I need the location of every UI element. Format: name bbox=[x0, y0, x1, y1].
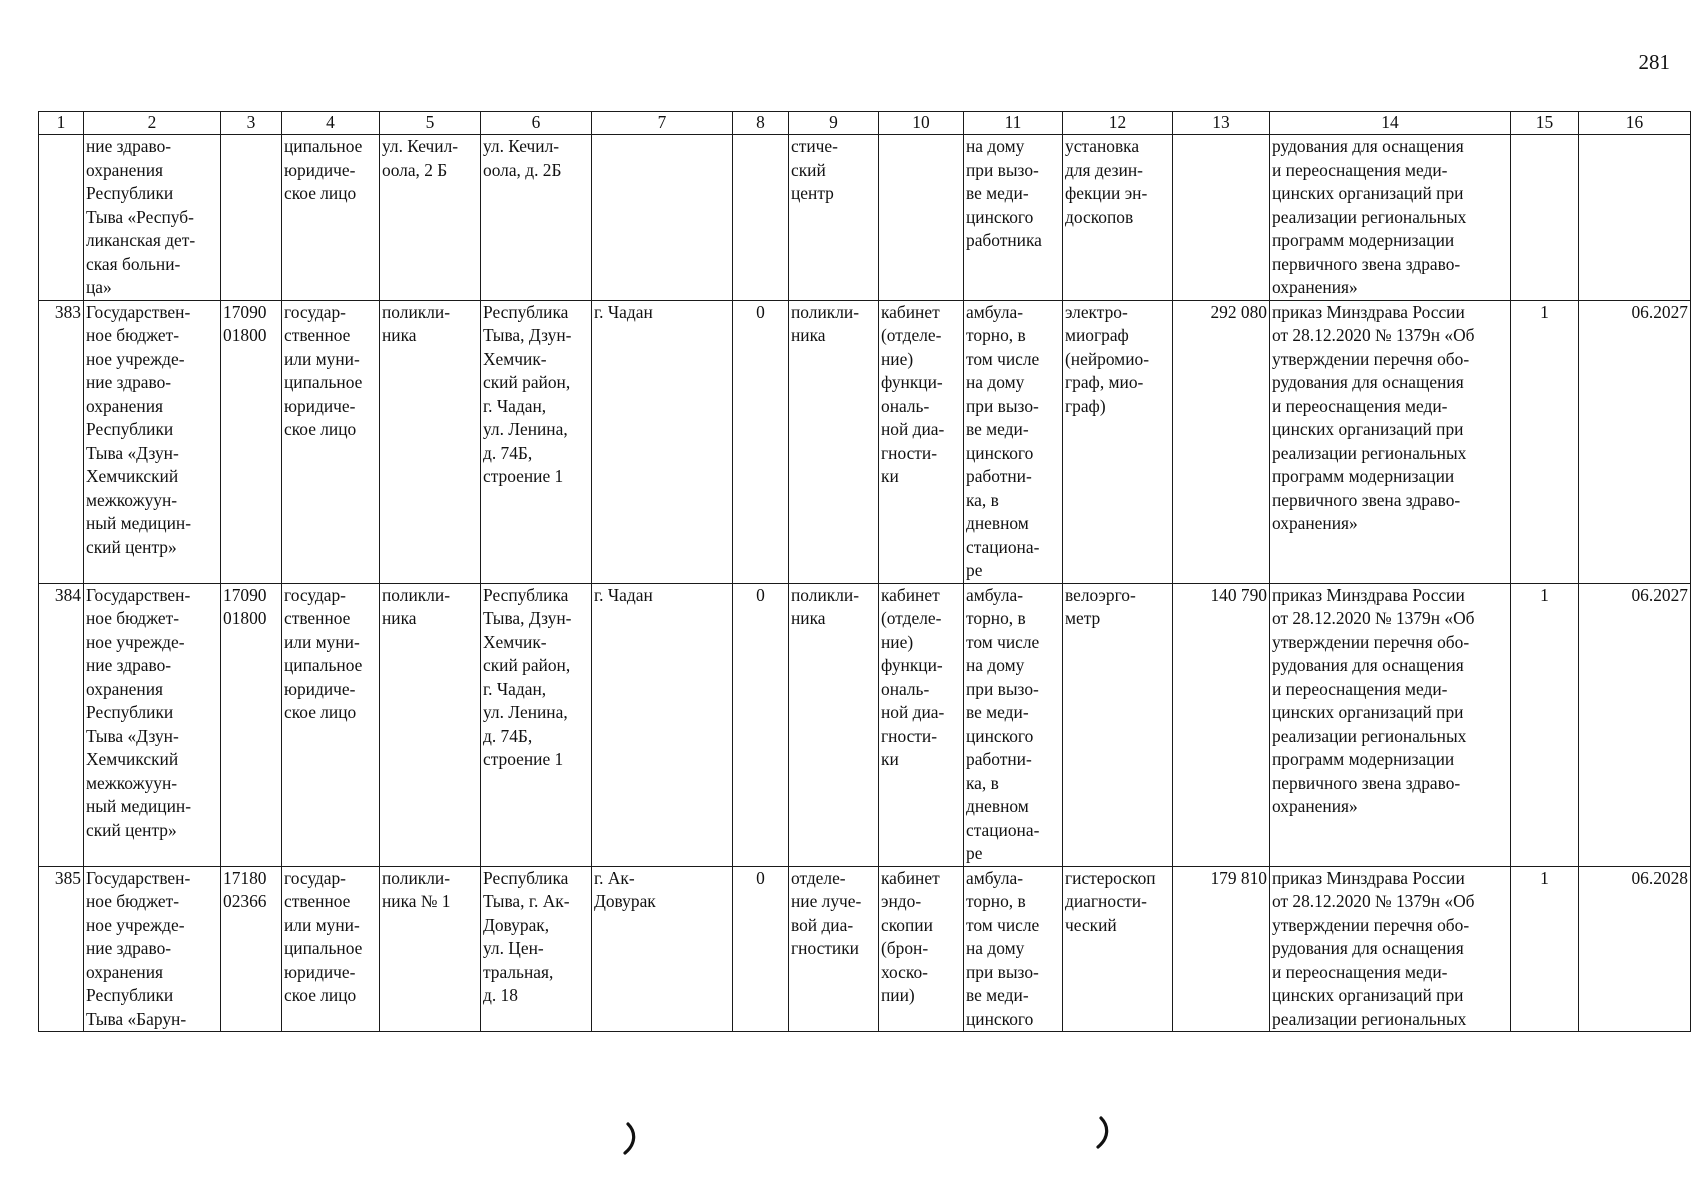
column-number: 4 bbox=[282, 112, 380, 135]
column-number: 6 bbox=[481, 112, 592, 135]
unit: поликли- ника bbox=[789, 583, 879, 866]
equipment-name: установка для дезин- фекции эн- доскопов bbox=[1063, 135, 1173, 301]
legal-basis: приказ Минздрава России от 28.12.2020 № 1379н «Об утверждении перечня обо- рудования для оснащения и переоснащения меди- цинских организаций при реализации региональных программ модернизации первичного звена здраво- охранения» bbox=[1270, 300, 1511, 583]
care-mode: на дому при вызо- ве меди- цинского работника bbox=[964, 135, 1063, 301]
equipment-name: электро- миограф (нейромио- граф, мио- граф) bbox=[1063, 300, 1173, 583]
flag-value bbox=[733, 135, 789, 301]
unit: поликли- ника bbox=[789, 300, 879, 583]
price: 140 790 bbox=[1173, 583, 1270, 866]
room bbox=[879, 135, 964, 301]
organization-name: Государствен- ное бюджет- ное учрежде- ние здраво- охранения Республики Тыва «Барун- bbox=[84, 866, 221, 1032]
price bbox=[1173, 135, 1270, 301]
column-number: 10 bbox=[879, 112, 964, 135]
legal-form: ципальное юридиче- ское лицо bbox=[282, 135, 380, 301]
column-number: 1 bbox=[39, 112, 84, 135]
locality bbox=[592, 135, 733, 301]
column-number: 5 bbox=[380, 112, 481, 135]
quantity: 1 bbox=[1511, 300, 1579, 583]
address: Республика Тыва, Дзун- Хемчик- ский район, г. Чадан, ул. Ленина, д. 74Б, строение 1 bbox=[481, 300, 592, 583]
equipment-name: велоэрго- метр bbox=[1063, 583, 1173, 866]
address: Республика Тыва, Дзун- Хемчик- ский район, г. Чадан, ул. Ленина, д. 74Б, строение 1 bbox=[481, 583, 592, 866]
due-date bbox=[1579, 135, 1691, 301]
legal-basis: рудования для оснащения и переоснащения меди- цинских организаций при реализации региональных программ модернизации первичного звена здраво- охранения» bbox=[1270, 135, 1511, 301]
column-number: 9 bbox=[789, 112, 879, 135]
care-mode: амбула- торно, в том числе на дому при вызо- ве меди- цинского bbox=[964, 866, 1063, 1032]
column-number: 7 bbox=[592, 112, 733, 135]
row-number: 383 bbox=[39, 300, 84, 583]
column-number: 3 bbox=[221, 112, 282, 135]
table-row bbox=[39, 583, 1691, 866]
column-number: 11 bbox=[964, 112, 1063, 135]
column-number: 15 bbox=[1511, 112, 1579, 135]
legal-form: государ- ственное или муни- ципальное юридиче- ское лицо bbox=[282, 866, 380, 1032]
equipment-register-table bbox=[38, 111, 1691, 1032]
flag-value: 0 bbox=[733, 583, 789, 866]
row-number bbox=[39, 135, 84, 301]
room: кабинет (отделе- ние) функци- ональ- ной диа- гности- ки bbox=[879, 300, 964, 583]
column-number: 2 bbox=[84, 112, 221, 135]
column-number: 16 bbox=[1579, 112, 1691, 135]
table-row bbox=[39, 135, 1691, 301]
address: Республика Тыва, г. Ак- Довурак, ул. Цен- тральная, д. 18 bbox=[481, 866, 592, 1032]
due-date: 06.2027 bbox=[1579, 583, 1691, 866]
table-row bbox=[39, 300, 1691, 583]
price: 179 810 bbox=[1173, 866, 1270, 1032]
locality: г. Ак- Довурак bbox=[592, 866, 733, 1032]
legal-basis: приказ Минздрава России от 28.12.2020 № 1379н «Об утверждении перечня обо- рудования для оснащения и переоснащения меди- цинских организаций при реализации региональных bbox=[1270, 866, 1511, 1032]
scan-mark-left bbox=[622, 1122, 640, 1156]
address: ул. Кечил- оола, д. 2Б bbox=[481, 135, 592, 301]
column-number: 12 bbox=[1063, 112, 1173, 135]
organization-name: ние здраво- охранения Республики Тыва «Респуб- ликанская дет- ская больни- ца» bbox=[84, 135, 221, 301]
organization-code: 17090 01800 bbox=[221, 583, 282, 866]
unit: стиче- ский центр bbox=[789, 135, 879, 301]
due-date: 06.2027 bbox=[1579, 300, 1691, 583]
legal-basis: приказ Минздрава России от 28.12.2020 № 1379н «Об утверждении перечня обо- рудования для оснащения и переоснащения меди- цинских организаций при реализации региональных программ модернизации первичного звена здраво- охранения» bbox=[1270, 583, 1511, 866]
column-number: 13 bbox=[1173, 112, 1270, 135]
quantity: 1 bbox=[1511, 866, 1579, 1032]
organization-code: 17180 02366 bbox=[221, 866, 282, 1032]
due-date: 06.2028 bbox=[1579, 866, 1691, 1032]
room: кабинет эндо- скопии (брон- хоско- пии) bbox=[879, 866, 964, 1032]
table-row bbox=[39, 866, 1691, 1032]
care-mode: амбула- торно, в том числе на дому при вызо- ве меди- цинского работни- ка, в дневном стациона- ре bbox=[964, 300, 1063, 583]
organization-name: Государствен- ное бюджет- ное учрежде- ние здраво- охранения Республики Тыва «Дзун- Хемчикский межкожуун- ный медицин- ский центр» bbox=[84, 300, 221, 583]
price: 292 080 bbox=[1173, 300, 1270, 583]
organization-code bbox=[221, 135, 282, 301]
legal-form: государ- ственное или муни- ципальное юридиче- ское лицо bbox=[282, 583, 380, 866]
flag-value: 0 bbox=[733, 300, 789, 583]
care-mode: амбула- торно, в том числе на дому при вызо- ве меди- цинского работни- ка, в дневном стациона- ре bbox=[964, 583, 1063, 866]
locality: г. Чадан bbox=[592, 300, 733, 583]
column-number: 8 bbox=[733, 112, 789, 135]
row-number: 385 bbox=[39, 866, 84, 1032]
quantity: 1 bbox=[1511, 583, 1579, 866]
room: кабинет (отделе- ние) функци- ональ- ной диа- гности- ки bbox=[879, 583, 964, 866]
flag-value: 0 bbox=[733, 866, 789, 1032]
unit: отделе- ние луче- вой диа- гностики bbox=[789, 866, 879, 1032]
subdivision: поликли- ника № 1 bbox=[380, 866, 481, 1032]
column-number: 14 bbox=[1270, 112, 1511, 135]
subdivision: ул. Кечил- оола, 2 Б bbox=[380, 135, 481, 301]
column-number-row bbox=[39, 112, 1691, 135]
subdivision: поликли- ника bbox=[380, 300, 481, 583]
organization-code: 17090 01800 bbox=[221, 300, 282, 583]
organization-name: Государствен- ное бюджет- ное учрежде- ние здраво- охранения Республики Тыва «Дзун- Хемчикский межкожуун- ный медицин- ский центр» bbox=[84, 583, 221, 866]
subdivision: поликли- ника bbox=[380, 583, 481, 866]
page-number: 281 bbox=[1638, 50, 1670, 74]
scan-mark-right bbox=[1095, 1116, 1113, 1150]
quantity bbox=[1511, 135, 1579, 301]
legal-form: государ- ственное или муни- ципальное юридиче- ское лицо bbox=[282, 300, 380, 583]
locality: г. Чадан bbox=[592, 583, 733, 866]
equipment-name: гистероскоп диагности- ческий bbox=[1063, 866, 1173, 1032]
row-number: 384 bbox=[39, 583, 84, 866]
